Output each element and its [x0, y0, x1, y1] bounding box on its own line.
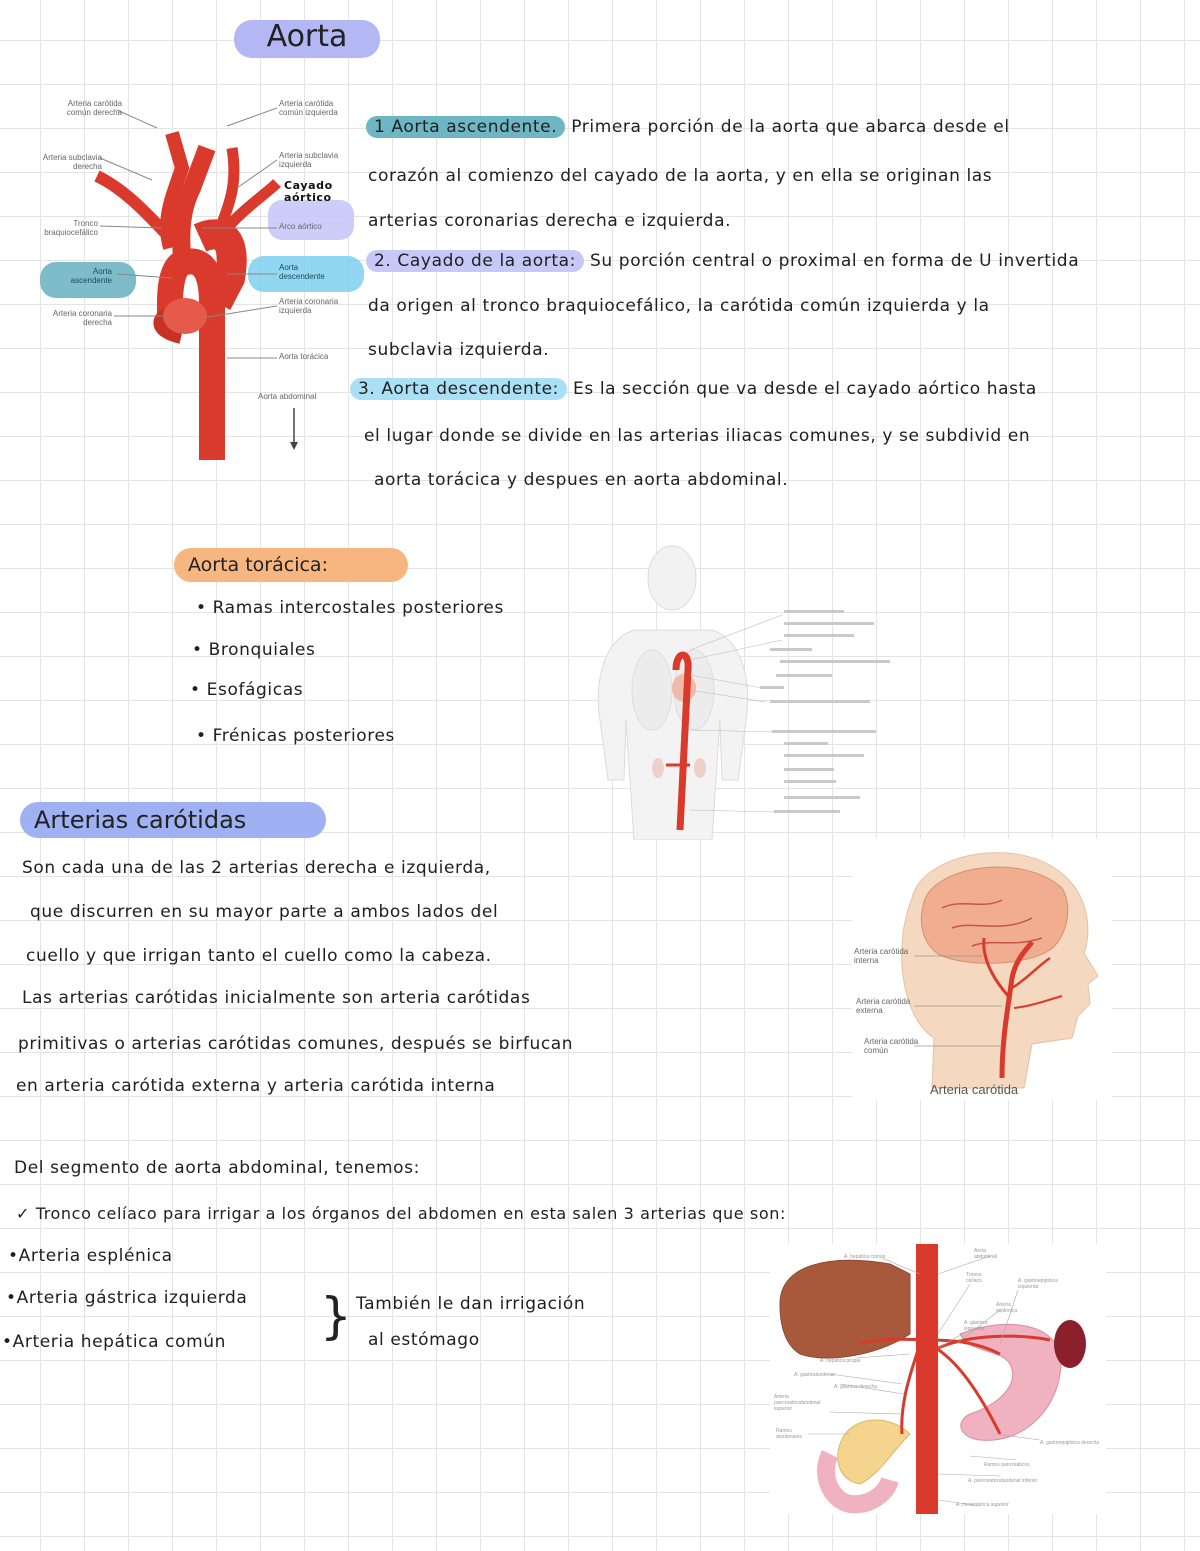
label-coronaria-izquierda: Arteria coronaria izquierda: [279, 297, 339, 315]
abd-label-12: A. gastroepiploica derecha: [1040, 1440, 1100, 1446]
aorta-figure: [22, 88, 368, 460]
abd-label-11: Ramos duodenales: [776, 1428, 802, 1440]
abd-label-5: Arteria esplénica: [996, 1302, 1018, 1314]
ascendente-line-1: Primera porción de la aorta que abarca desde el: [571, 117, 1010, 137]
abd-label-3: Tronco celíaco: [966, 1272, 982, 1284]
abdominal-note-line-1: También le dan irrigación: [356, 1294, 586, 1314]
cayado-line-1: Su porción central o proximal en forma de U invertida: [590, 251, 1080, 271]
label-tronco-braquiocefalico: Tronco braquiocefálico: [44, 219, 98, 237]
label-carotida-derecha: Arteria carótida común derecha: [66, 99, 122, 117]
torso-diagram: [594, 540, 894, 840]
label-subclavia-izquierda: Arteria subclavia izquierda: [279, 151, 339, 169]
abd-label-4: A. gastroepiploica izquierda: [1018, 1278, 1058, 1290]
brace-icon: }: [320, 1287, 352, 1345]
carotidas-line-1: Son cada una de las 2 arterias derecha e izquierda,: [22, 858, 491, 878]
abdominal-item-1: •Arteria esplénica: [8, 1246, 173, 1266]
carotidas-title: Arterias carótidas: [20, 802, 326, 838]
carotidas-line-5: primitivas o arterias carótidas comunes, después se birfucan: [18, 1034, 574, 1054]
toracica-item-2: • Bronquiales: [192, 640, 316, 660]
descendente-line-2: el lugar donde se divide en las arterias iliacas comunes, y se subdivid en: [364, 426, 1031, 446]
label-pill-descendente: 3. Aorta descendente:: [350, 378, 567, 400]
carotidas-line-4: Las arterias carótidas inicialmente son arteria carótidas: [22, 988, 531, 1008]
abd-label-7: A. hepática propia: [820, 1358, 861, 1364]
toracica-item-1: • Ramas intercostales posteriores: [196, 598, 504, 618]
abdominal-item-2: •Arteria gástrica izquierda: [6, 1288, 248, 1308]
label-pill-ascendente: 1 Aorta ascendente.: [366, 116, 565, 138]
label-aorta-abdominal: Aorta abdominal: [258, 392, 317, 401]
cayado-line-3: subclavia izquierda.: [368, 340, 550, 360]
abd-label-10: Arteria pancreaticoduodenal superior: [774, 1394, 821, 1412]
carotidas-line-2: que discurren en su mayor parte a ambos lados del: [30, 902, 499, 922]
abdominal-intro: Del segmento de aorta abdominal, tenemos:: [14, 1158, 420, 1178]
abdominal-figure: [770, 1244, 1106, 1514]
label-aorta-toracica: Aorta torácica: [279, 352, 329, 361]
head-label-comun: Arteria carótida común: [864, 1037, 919, 1055]
head-label-interna: Arteria carótida interna: [854, 947, 909, 965]
head-figure: [852, 838, 1112, 1100]
label-arco-aortico: Arco aórtico: [279, 222, 322, 231]
label-aorta-descendente: Aorta descendente: [279, 263, 325, 281]
abdominal-item-3: •Arteria hepática común: [2, 1332, 226, 1352]
toracica-item-3: • Esofágicas: [190, 680, 304, 700]
head-caption: Arteria carótida: [930, 1082, 1019, 1097]
descendente-line-3: aorta torácica y despues en aorta abdominal.: [374, 470, 789, 490]
abd-label-8: A. gastroduodenal: [794, 1372, 835, 1378]
head-label-externa: Arteria carótida externa: [856, 997, 911, 1015]
descendente-line-1: Es la sección que va desde el cayado aórtico hasta: [573, 379, 1037, 399]
abdominal-note-line-2: al estómago: [368, 1330, 480, 1350]
handwritten-cayado-note: Cayado aórtico: [284, 179, 333, 204]
carotidas-line-6: en arteria carótida externa y arteria carótida interna: [16, 1076, 496, 1096]
head-diagram: [852, 838, 1112, 1100]
abd-label-13: Ramos pancreáticos: [984, 1462, 1030, 1468]
abd-label-14: A. pancreaticoduodenal inferior: [968, 1478, 1038, 1484]
abd-label-15: A. mesentérica superior: [956, 1502, 1009, 1508]
abd-label-2: Aorta abdominal: [974, 1248, 998, 1260]
abd-label-6: A. gástrica izquierda: [964, 1320, 988, 1332]
ascendente-line-2: corazón al comienzo del cayado de la aorta, y en ella se originan las: [368, 166, 993, 186]
label-pill-cayado: 2. Cayado de la aorta:: [366, 250, 584, 272]
label-carotida-izquierda: Arteria carótida común izquierda: [279, 99, 338, 117]
carotidas-line-3: cuello y que irrigan tanto el cuello como la cabeza.: [26, 946, 492, 966]
toracica-title: Aorta torácica:: [174, 548, 408, 582]
cayado-line-2: da origen al tronco braquiocefálico, la carótida común izquierda y la: [368, 296, 990, 316]
page-title: Aorta: [234, 20, 380, 58]
toracica-item-4: • Frénicas posteriores: [196, 726, 395, 746]
label-coronaria-derecha: Arteria coronaria derecha: [52, 309, 112, 327]
abd-label-1: A. hepática común: [844, 1254, 886, 1260]
torso-figure: [594, 540, 894, 840]
ascendente-line-3: arterias coronarias derecha e izquierda.: [368, 211, 732, 231]
abdominal-tronco: ✓ Tronco celíaco para irrigar a los órganos del abdomen en esta salen 3 arterias que son:: [16, 1204, 786, 1223]
abd-label-9: A. gástrica derecha: [834, 1384, 878, 1390]
label-subclavia-derecha: Arteria subclavia derecha: [42, 153, 102, 171]
label-aorta-ascendente: Aorta ascendente: [70, 267, 112, 285]
